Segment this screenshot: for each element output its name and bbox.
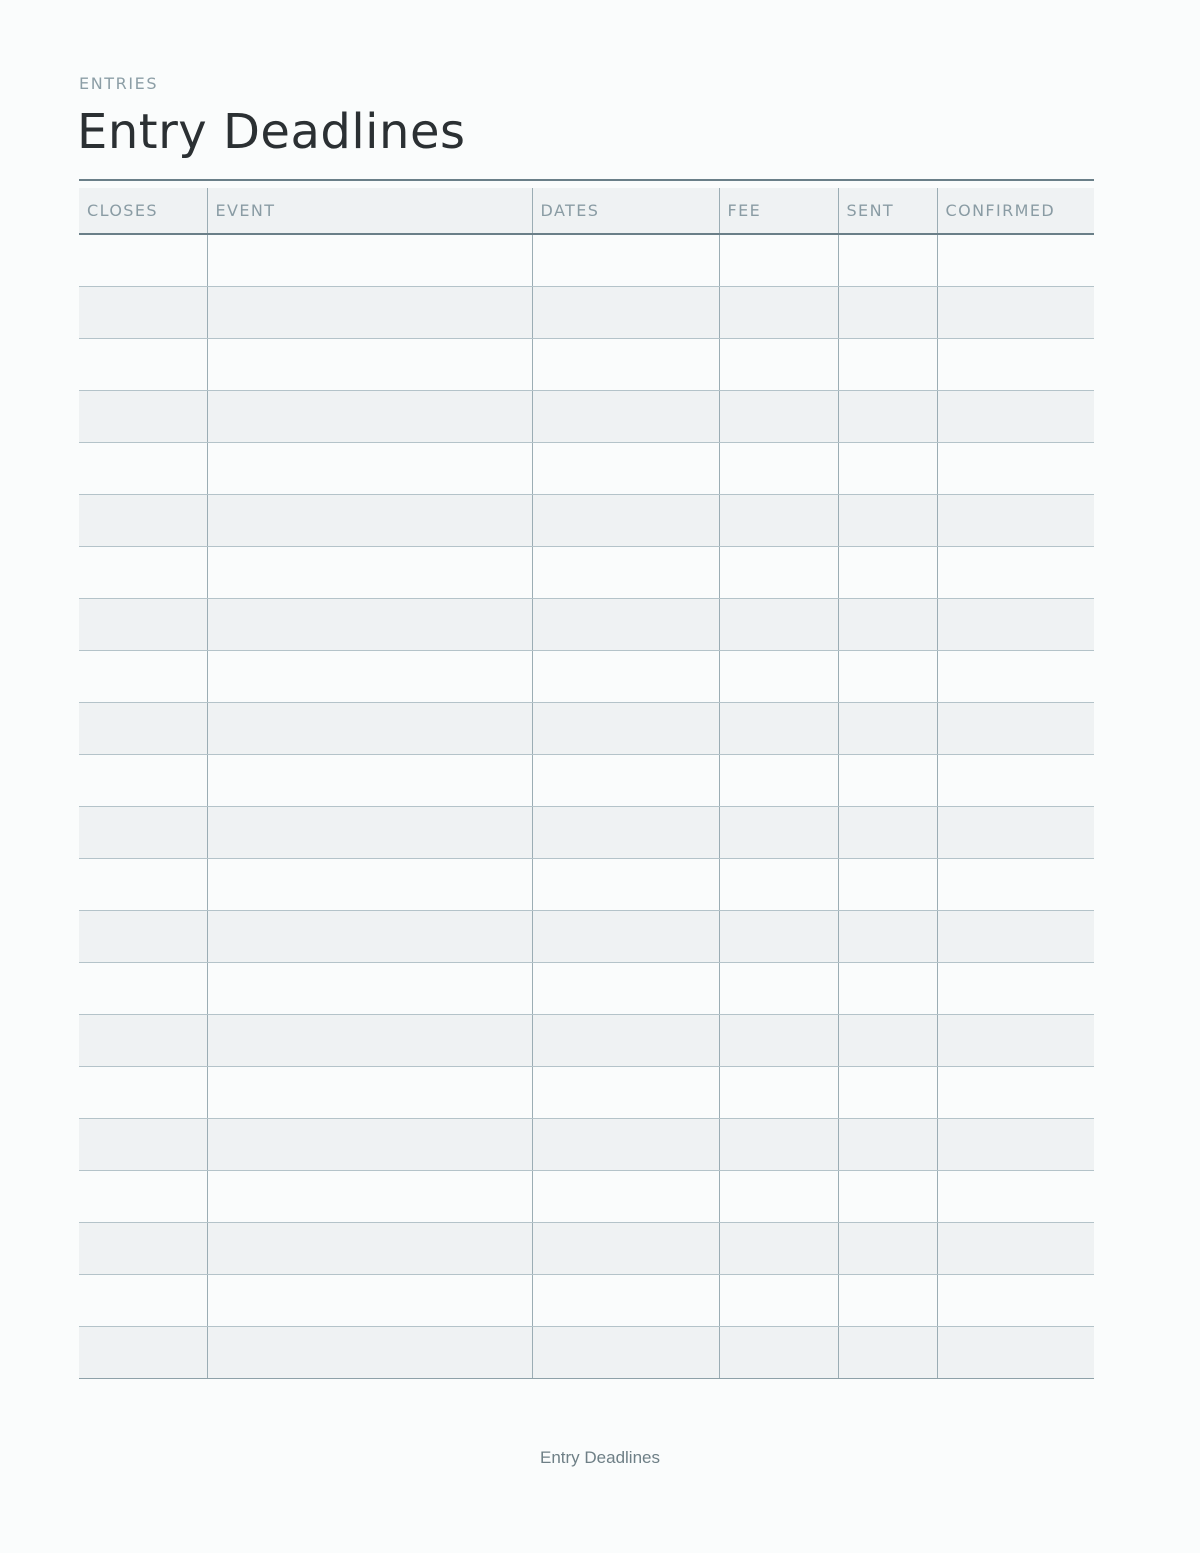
cell-event[interactable] xyxy=(207,338,532,390)
cell-fee[interactable] xyxy=(719,702,838,754)
cell-closes[interactable] xyxy=(79,1170,207,1222)
cell-sent[interactable] xyxy=(838,598,937,650)
cell-sent[interactable] xyxy=(838,1118,937,1170)
cell-confirmed[interactable] xyxy=(937,390,1094,442)
cell-dates[interactable] xyxy=(532,910,719,962)
cell-confirmed[interactable] xyxy=(937,650,1094,702)
cell-event[interactable] xyxy=(207,702,532,754)
table-row xyxy=(79,494,1094,546)
cell-event[interactable] xyxy=(207,962,532,1014)
cell-event[interactable] xyxy=(207,1066,532,1118)
table-row xyxy=(79,338,1094,390)
table-row xyxy=(79,1222,1094,1274)
cell-closes[interactable] xyxy=(79,1066,207,1118)
cell-confirmed[interactable] xyxy=(937,494,1094,546)
cell-confirmed[interactable] xyxy=(937,286,1094,338)
cell-confirmed[interactable] xyxy=(937,546,1094,598)
cell-sent[interactable] xyxy=(838,1066,937,1118)
cell-event[interactable] xyxy=(207,910,532,962)
cell-dates[interactable] xyxy=(532,858,719,910)
cell-closes[interactable] xyxy=(79,1014,207,1066)
cell-dates[interactable] xyxy=(532,1274,719,1326)
cell-fee[interactable] xyxy=(719,962,838,1014)
cell-closes[interactable] xyxy=(79,234,207,286)
cell-closes[interactable] xyxy=(79,650,207,702)
cell-confirmed[interactable] xyxy=(937,702,1094,754)
cell-confirmed[interactable] xyxy=(937,806,1094,858)
cell-closes[interactable] xyxy=(79,962,207,1014)
table-row xyxy=(79,858,1094,910)
cell-event[interactable] xyxy=(207,598,532,650)
entry-deadlines-table xyxy=(79,188,1094,1379)
cell-sent[interactable] xyxy=(838,546,937,598)
cell-closes[interactable] xyxy=(79,1118,207,1170)
table-row xyxy=(79,910,1094,962)
cell-closes[interactable] xyxy=(79,1326,207,1378)
page-footer: Entry Deadlines xyxy=(539,1448,660,1467)
cell-event[interactable] xyxy=(207,1014,532,1066)
cell-confirmed[interactable] xyxy=(937,962,1094,1014)
cell-confirmed[interactable] xyxy=(937,754,1094,806)
cell-sent[interactable] xyxy=(838,702,937,754)
cell-dates[interactable] xyxy=(532,1014,719,1066)
cell-event[interactable] xyxy=(207,234,532,286)
cell-fee[interactable] xyxy=(719,1222,838,1274)
cell-fee[interactable] xyxy=(719,858,838,910)
cell-fee[interactable] xyxy=(719,1066,838,1118)
table-row xyxy=(79,286,1094,338)
cell-confirmed[interactable] xyxy=(937,1014,1094,1066)
cell-confirmed[interactable] xyxy=(937,442,1094,494)
cell-confirmed[interactable] xyxy=(937,1222,1094,1274)
cell-event[interactable] xyxy=(207,1170,532,1222)
table-row xyxy=(79,1326,1094,1378)
cell-confirmed[interactable] xyxy=(937,1274,1094,1326)
cell-event[interactable] xyxy=(207,442,532,494)
cell-fee[interactable] xyxy=(719,910,838,962)
column-header-sent: SENT xyxy=(838,188,937,234)
cell-sent[interactable] xyxy=(838,910,937,962)
table-row xyxy=(79,1170,1094,1222)
cell-event[interactable] xyxy=(207,546,532,598)
column-header-confirmed: CONFIRMED xyxy=(937,188,1094,234)
cell-fee[interactable] xyxy=(719,598,838,650)
cell-dates[interactable] xyxy=(532,806,719,858)
cell-dates[interactable] xyxy=(532,234,719,286)
cell-closes[interactable] xyxy=(79,390,207,442)
column-header-closes: CLOSES xyxy=(79,188,207,234)
cell-closes[interactable] xyxy=(79,494,207,546)
cell-fee[interactable] xyxy=(719,1274,838,1326)
table-row xyxy=(79,234,1094,286)
cell-dates[interactable] xyxy=(532,390,719,442)
cell-event[interactable] xyxy=(207,1222,532,1274)
cell-dates[interactable] xyxy=(532,598,719,650)
cell-confirmed[interactable] xyxy=(937,234,1094,286)
cell-sent[interactable] xyxy=(838,1170,937,1222)
cell-closes[interactable] xyxy=(79,858,207,910)
section-eyebrow: ENTRIES xyxy=(79,74,159,93)
cell-dates[interactable] xyxy=(532,1170,719,1222)
cell-confirmed[interactable] xyxy=(937,1066,1094,1118)
table-row xyxy=(79,806,1094,858)
cell-closes[interactable] xyxy=(79,702,207,754)
cell-sent[interactable] xyxy=(838,962,937,1014)
cell-event[interactable] xyxy=(207,806,532,858)
cell-closes[interactable] xyxy=(79,754,207,806)
cell-event[interactable] xyxy=(207,494,532,546)
cell-sent[interactable] xyxy=(838,1014,937,1066)
cell-event[interactable] xyxy=(207,286,532,338)
table-row xyxy=(79,1118,1094,1170)
cell-dates[interactable] xyxy=(532,546,719,598)
table-row xyxy=(79,442,1094,494)
cell-event[interactable] xyxy=(207,1326,532,1378)
cell-closes[interactable] xyxy=(79,806,207,858)
cell-sent[interactable] xyxy=(838,806,937,858)
table-row xyxy=(79,754,1094,806)
cell-dates[interactable] xyxy=(532,962,719,1014)
cell-fee[interactable] xyxy=(719,1170,838,1222)
cell-event[interactable] xyxy=(207,650,532,702)
table-row xyxy=(79,546,1094,598)
cell-dates[interactable] xyxy=(532,1326,719,1378)
table-row xyxy=(79,1274,1094,1326)
cell-sent[interactable] xyxy=(838,754,937,806)
cell-dates[interactable] xyxy=(532,1118,719,1170)
cell-dates[interactable] xyxy=(532,1066,719,1118)
cell-sent[interactable] xyxy=(838,442,937,494)
cell-fee[interactable] xyxy=(719,754,838,806)
cell-fee[interactable] xyxy=(719,390,838,442)
cell-fee[interactable] xyxy=(719,1326,838,1378)
cell-confirmed[interactable] xyxy=(937,1326,1094,1378)
table-row xyxy=(79,598,1094,650)
cell-confirmed[interactable] xyxy=(937,1118,1094,1170)
cell-event[interactable] xyxy=(207,390,532,442)
table-row xyxy=(79,962,1094,1014)
cell-fee[interactable] xyxy=(719,442,838,494)
cell-dates[interactable] xyxy=(532,442,719,494)
cell-closes[interactable] xyxy=(79,546,207,598)
cell-fee[interactable] xyxy=(719,338,838,390)
cell-dates[interactable] xyxy=(532,338,719,390)
table-row xyxy=(79,390,1094,442)
column-header-dates: DATES xyxy=(532,188,719,234)
cell-sent[interactable] xyxy=(838,1274,937,1326)
column-header-event: EVENT xyxy=(207,188,532,234)
cell-sent[interactable] xyxy=(838,390,937,442)
cell-sent[interactable] xyxy=(838,1326,937,1378)
cell-sent[interactable] xyxy=(838,650,937,702)
table-row xyxy=(79,650,1094,702)
cell-closes[interactable] xyxy=(79,910,207,962)
cell-dates[interactable] xyxy=(532,494,719,546)
cell-fee[interactable] xyxy=(719,1014,838,1066)
cell-fee[interactable] xyxy=(719,286,838,338)
cell-sent[interactable] xyxy=(838,494,937,546)
table-row xyxy=(79,702,1094,754)
cell-confirmed[interactable] xyxy=(937,338,1094,390)
cell-confirmed[interactable] xyxy=(937,598,1094,650)
cell-sent[interactable] xyxy=(838,234,937,286)
cell-closes[interactable] xyxy=(79,1274,207,1326)
cell-fee[interactable] xyxy=(719,494,838,546)
cell-fee[interactable] xyxy=(719,1118,838,1170)
cell-fee[interactable] xyxy=(719,650,838,702)
cell-fee[interactable] xyxy=(719,546,838,598)
cell-sent[interactable] xyxy=(838,286,937,338)
cell-sent[interactable] xyxy=(838,1222,937,1274)
column-header-fee: FEE xyxy=(719,188,838,234)
cell-dates[interactable] xyxy=(532,1222,719,1274)
cell-closes[interactable] xyxy=(79,338,207,390)
cell-event[interactable] xyxy=(207,1274,532,1326)
cell-dates[interactable] xyxy=(532,650,719,702)
cell-confirmed[interactable] xyxy=(937,910,1094,962)
table-header-row xyxy=(79,188,1094,234)
cell-dates[interactable] xyxy=(532,702,719,754)
cell-closes[interactable] xyxy=(79,442,207,494)
cell-event[interactable] xyxy=(207,858,532,910)
cell-closes[interactable] xyxy=(79,598,207,650)
table-body xyxy=(79,234,1094,1378)
table-row xyxy=(79,1066,1094,1118)
cell-event[interactable] xyxy=(207,754,532,806)
page-title: Entry Deadlines xyxy=(77,104,466,160)
table-row xyxy=(79,1014,1094,1066)
title-divider xyxy=(79,179,1094,181)
cell-sent[interactable] xyxy=(838,338,937,390)
cell-fee[interactable] xyxy=(719,806,838,858)
cell-event[interactable] xyxy=(207,1118,532,1170)
cell-closes[interactable] xyxy=(79,286,207,338)
cell-closes[interactable] xyxy=(79,1222,207,1274)
cell-fee[interactable] xyxy=(719,234,838,286)
cell-dates[interactable] xyxy=(532,286,719,338)
cell-dates[interactable] xyxy=(532,754,719,806)
cell-confirmed[interactable] xyxy=(937,1170,1094,1222)
cell-confirmed[interactable] xyxy=(937,858,1094,910)
cell-sent[interactable] xyxy=(838,858,937,910)
